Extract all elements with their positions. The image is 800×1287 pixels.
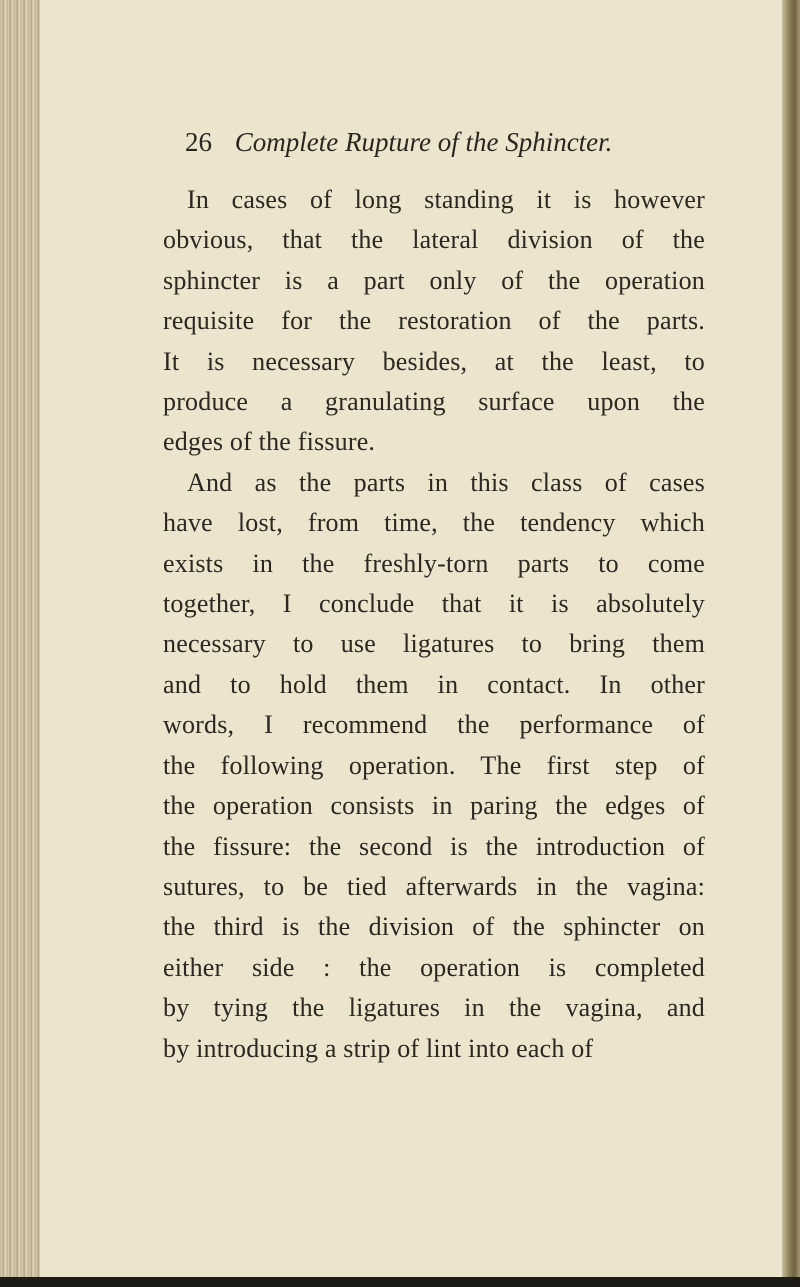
text-line: and to hold them in contact. In other	[163, 669, 705, 699]
text-line: together, I conclude that it is absolutely	[163, 589, 705, 619]
text-line: obvious, that the lateral division of the	[163, 225, 705, 255]
text-line: It is necessary besides, at the least, to	[163, 346, 705, 376]
page-edge-right	[782, 0, 800, 1287]
text-line: the fissure: the second is the introduction of	[163, 831, 705, 861]
text-line: sphincter is a part only of the operation	[163, 265, 705, 295]
text-line: the operation consists in paring the edges of	[163, 791, 705, 821]
text-line: by introducing a strip of lint into each of	[163, 1033, 594, 1063]
body-text	[163, 180, 705, 1069]
book-gutter	[0, 0, 40, 1287]
text-line: produce a granulating surface upon the	[163, 387, 705, 417]
text-line: necessary to use ligatures to bring them	[163, 629, 705, 659]
text-line: the following operation. The first step of	[163, 750, 705, 780]
running-title: Complete Rupture of the Sphincter.	[234, 127, 613, 157]
text-line: requisite for the restoration of the parts.	[163, 306, 705, 336]
page-edge-bottom	[0, 1277, 800, 1287]
text-line: sutures, to be tied afterwards in the vagina:	[163, 871, 705, 901]
text-line: And as the parts in this class of cases	[187, 467, 705, 497]
text-line: the third is the division of the sphincter on	[163, 912, 705, 942]
page-number: 26	[185, 127, 212, 157]
text-line: exists in the freshly-torn parts to come	[163, 548, 705, 578]
text-line: by tying the ligatures in the vagina, and	[163, 993, 705, 1023]
text-line: have lost, from time, the tendency which	[163, 508, 705, 538]
text-line: In cases of long standing it is however	[187, 185, 705, 214]
text-line: edges of the fissure.	[163, 427, 376, 457]
text-line: words, I recommend the performance of	[163, 710, 705, 740]
running-header	[185, 127, 612, 158]
text-line: either side : the operation is completed	[163, 952, 705, 982]
